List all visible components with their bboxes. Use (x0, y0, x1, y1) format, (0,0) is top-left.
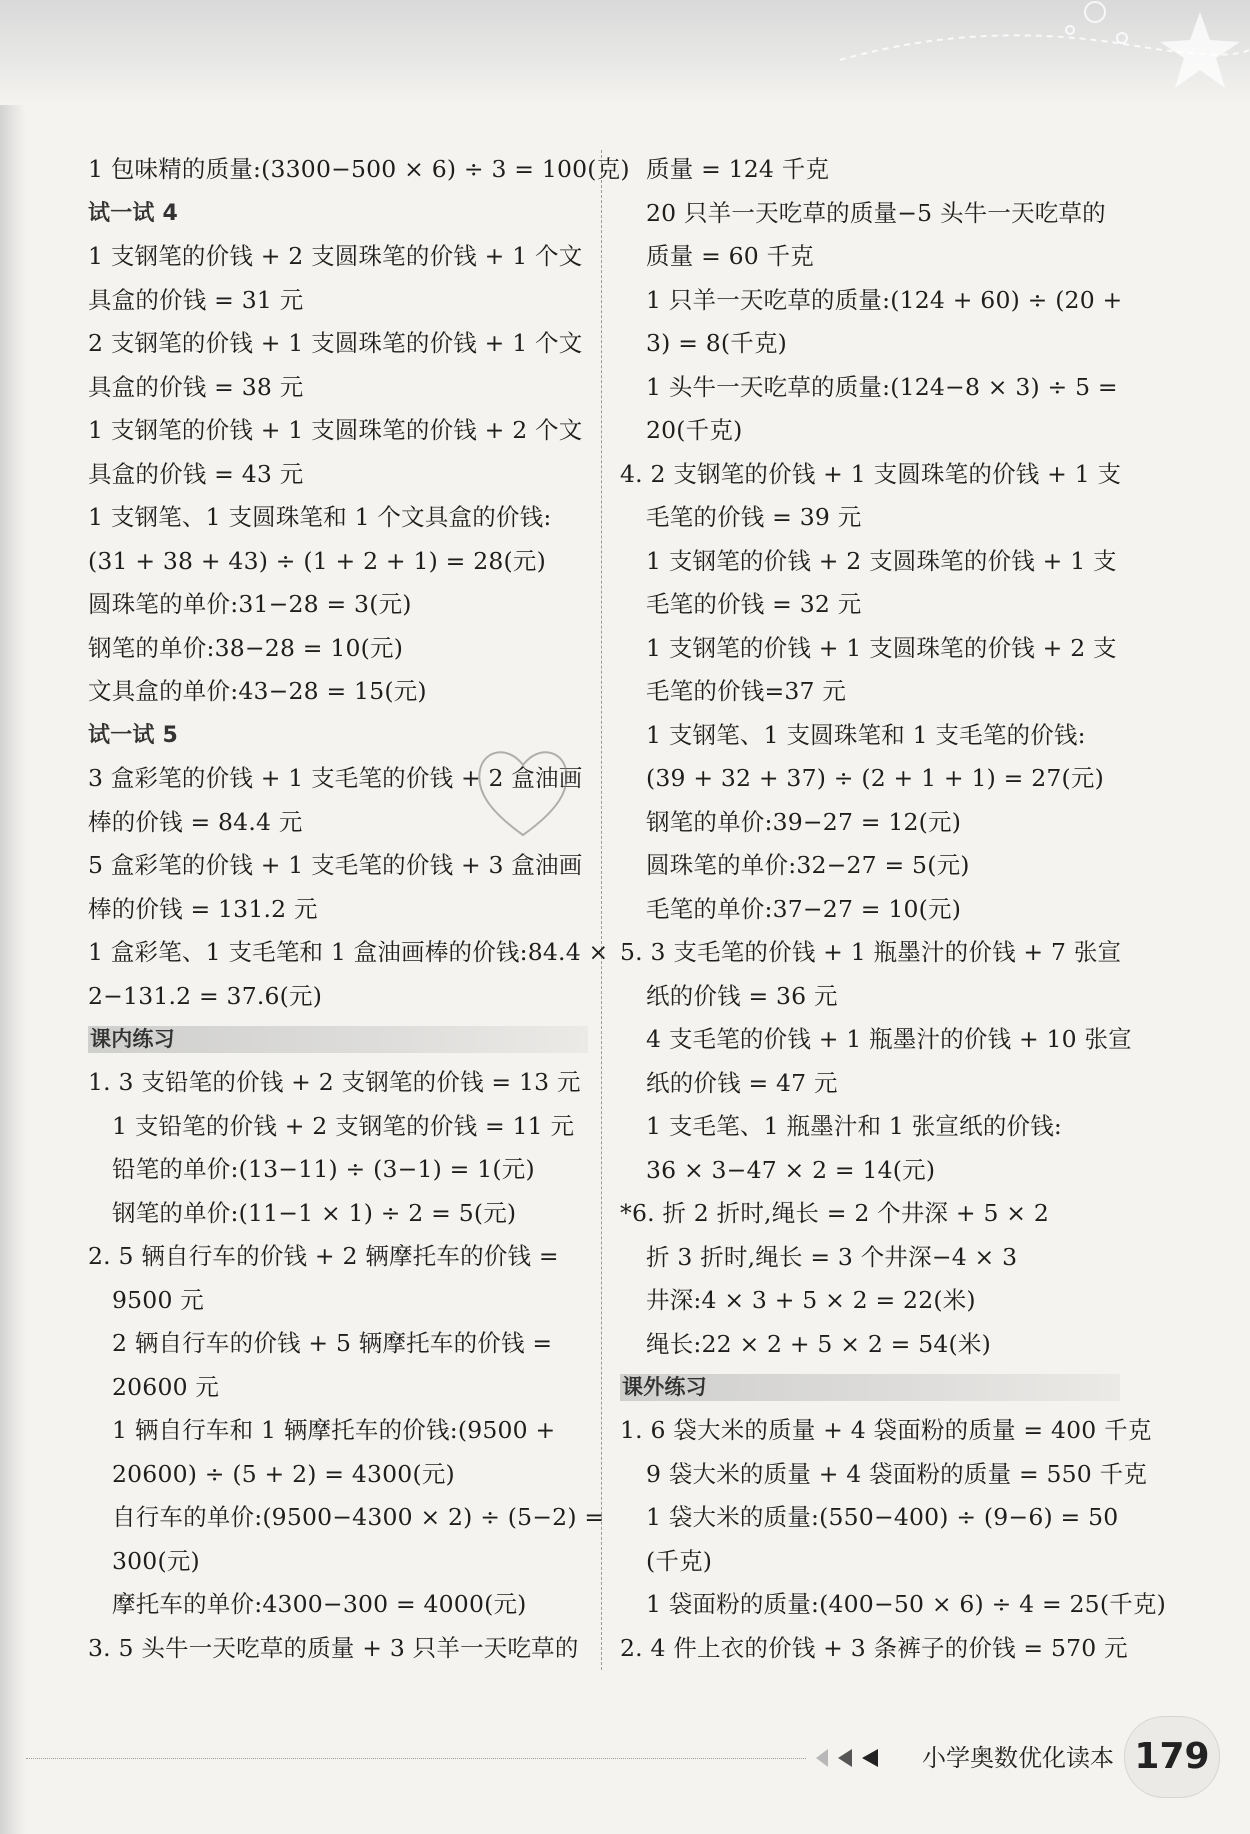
text-line: 质量 = 124 千克 (646, 155, 830, 183)
section-heading: 课内练习 (88, 1026, 588, 1053)
text-line: 1 支钢笔的价钱 + 2 支圆珠笔的价钱 + 1 个文 (88, 242, 583, 270)
text-line: 2 辆自行车的价钱 + 5 辆摩托车的价钱 = (112, 1329, 553, 1357)
text-line: 1 支钢笔的价钱 + 2 支圆珠笔的价钱 + 1 支 (646, 546, 1117, 575)
text-line: 铅笔的单价:(13−11) ÷ (3−1) = 1(元) (112, 1155, 535, 1183)
text-line: 摩托车的单价:4300−300 = 4000(元) (112, 1590, 527, 1618)
text-line: 具盒的价钱 = 31 元 (88, 285, 304, 314)
text-line: 5. 3 支毛笔的价钱 + 1 瓶墨汁的价钱 + 7 张宣 (620, 938, 1122, 966)
text-line: 20600 元 (112, 1372, 220, 1401)
text-line: 1 支铅笔的价钱 + 2 支钢笔的价钱 = 11 元 (112, 1111, 575, 1140)
text-line: 1 只羊一天吃草的质量:(124 + 60) ÷ (20 + (646, 285, 1123, 314)
section-heading: 试一试 4 (88, 200, 178, 226)
text-line: 棒的价钱 = 84.4 元 (88, 807, 303, 836)
text-line: 1 辆自行车和 1 辆摩托车的价钱:(9500 + (112, 1416, 556, 1444)
text-line: 纸的价钱 = 47 元 (646, 1068, 838, 1097)
text-line: 4. 2 支钢笔的价钱 + 1 支圆珠笔的价钱 + 1 支 (620, 459, 1122, 488)
text-line: 井深:4 × 3 + 5 × 2 = 22(米) (646, 1286, 976, 1314)
text-line: 2−131.2 = 37.6(元) (88, 981, 323, 1010)
text-line: 钢笔的单价:(11−1 × 1) ÷ 2 = 5(元) (112, 1198, 517, 1227)
text-line: (千克) (646, 1546, 713, 1575)
book-title: 小学奥数优化读本 (922, 1744, 1114, 1772)
text-line: 300(元) (112, 1546, 200, 1575)
text-line: 2 支钢笔的价钱 + 1 支圆珠笔的价钱 + 1 个文 (88, 329, 583, 357)
text-line: 圆珠笔的单价:31−28 = 3(元) (88, 590, 412, 618)
book-spine (0, 0, 26, 1834)
text-line: 9500 元 (112, 1285, 204, 1314)
text-line: 1 支毛笔、1 瓶墨汁和 1 张宣纸的价钱: (646, 1112, 1063, 1140)
text-line: 自行车的单价:(9500−4300 × 2) ÷ (5−2) = (112, 1503, 605, 1531)
text-line: 36 × 3−47 × 2 = 14(元) (646, 1155, 936, 1184)
text-line: 1 袋面粉的质量:(400−50 × 6) ÷ 4 = 25(千克) (646, 1590, 1166, 1618)
text-line: 1 支钢笔、1 支圆珠笔和 1 支毛笔的价钱: (646, 720, 1086, 749)
text-line: 具盒的价钱 = 43 元 (88, 459, 304, 488)
text-line: 毛笔的价钱 = 39 元 (646, 503, 862, 531)
section-heading: 试一试 5 (88, 722, 178, 748)
text-line: 钢笔的单价:39−27 = 12(元) (646, 807, 962, 836)
text-line: 4 支毛笔的价钱 + 1 瓶墨汁的价钱 + 10 张宣 (646, 1025, 1132, 1053)
text-line: 1 袋大米的质量:(550−400) ÷ (9−6) = 50 (646, 1503, 1119, 1531)
text-line: 1 支钢笔的价钱 + 1 支圆珠笔的价钱 + 2 个文 (88, 416, 583, 444)
text-line: 9 袋大米的质量 + 4 袋面粉的质量 = 550 千克 (646, 1459, 1148, 1488)
page-number: 179 (1124, 1716, 1220, 1798)
text-line: 具盒的价钱 = 38 元 (88, 372, 304, 401)
text-line: 1. 6 袋大米的质量 + 4 袋面粉的质量 = 400 千克 (620, 1416, 1152, 1444)
text-line: 3) = 8(千克) (646, 329, 788, 357)
watermark-stamp (468, 735, 578, 845)
text-line: 钢笔的单价:38−28 = 10(元) (88, 633, 404, 662)
back-arrows-icon (812, 1745, 892, 1771)
left-column (88, 148, 630, 1670)
section-heading: 课外练习 (620, 1374, 1120, 1401)
text-line: (39 + 32 + 37) ÷ (2 + 1 + 1) = 27(元) (646, 764, 1104, 792)
text-line: 棒的价钱 = 131.2 元 (88, 894, 318, 923)
text-line: 1 头牛一天吃草的质量:(124−8 × 3) ÷ 5 = (646, 372, 1118, 401)
text-line: 20 只羊一天吃草的质量−5 头牛一天吃草的 (646, 198, 1106, 227)
text-line: 折 3 折时,绳长 = 3 个井深−4 × 3 (646, 1242, 1018, 1271)
text-line: 1 支钢笔、1 支圆珠笔和 1 个文具盒的价钱: (88, 503, 552, 531)
text-line: 圆珠笔的单价:32−27 = 5(元) (646, 851, 970, 879)
star-decoration (830, 0, 1250, 110)
footer-rule (26, 1758, 806, 1759)
text-line: 质量 = 60 千克 (646, 242, 815, 270)
text-line: 2. 4 件上衣的价钱 + 3 条裤子的价钱 = 570 元 (620, 1633, 1128, 1662)
text-line: 20(千克) (646, 416, 743, 444)
text-line: 1 包味精的质量:(3300−500 × 6) ÷ 3 = 100(克) (88, 155, 630, 183)
text-line: 3. 5 头牛一天吃草的质量 + 3 只羊一天吃草的 (88, 1633, 579, 1662)
text-line: 1. 3 支铅笔的价钱 + 2 支钢笔的价钱 = 13 元 (88, 1068, 581, 1096)
text-line: 20600) ÷ (5 + 2) = 4300(元) (112, 1459, 455, 1488)
text-line: 2. 5 辆自行车的价钱 + 2 辆摩托车的价钱 = (88, 1242, 559, 1270)
right-column (620, 148, 1166, 1670)
text-line: 纸的价钱 = 36 元 (646, 981, 838, 1010)
text-line: *6. 折 2 折时,绳长 = 2 个井深 + 5 × 2 (620, 1199, 1050, 1227)
text-line: (31 + 38 + 43) ÷ (1 + 2 + 1) = 28(元) (88, 546, 546, 575)
text-line: 1 支钢笔的价钱 + 1 支圆珠笔的价钱 + 2 支 (646, 633, 1117, 662)
text-line: 文具盒的单价:43−28 = 15(元) (88, 677, 427, 705)
text-line: 1 盒彩笔、1 支毛笔和 1 盒油画棒的价钱:84.4 × (88, 938, 609, 966)
text-line: 绳长:22 × 2 + 5 × 2 = 54(米) (646, 1329, 991, 1358)
text-line: 毛笔的价钱 = 32 元 (646, 590, 862, 618)
text-line: 5 盒彩笔的价钱 + 1 支毛笔的价钱 + 3 盒油画 (88, 851, 583, 879)
text-line: 毛笔的价钱=37 元 (646, 677, 847, 705)
column-divider (601, 150, 602, 1670)
text-line: 3 盒彩笔的价钱 + 1 支毛笔的价钱 + 2 盒油画 (88, 764, 583, 792)
text-line: 毛笔的单价:37−27 = 10(元) (646, 894, 962, 923)
